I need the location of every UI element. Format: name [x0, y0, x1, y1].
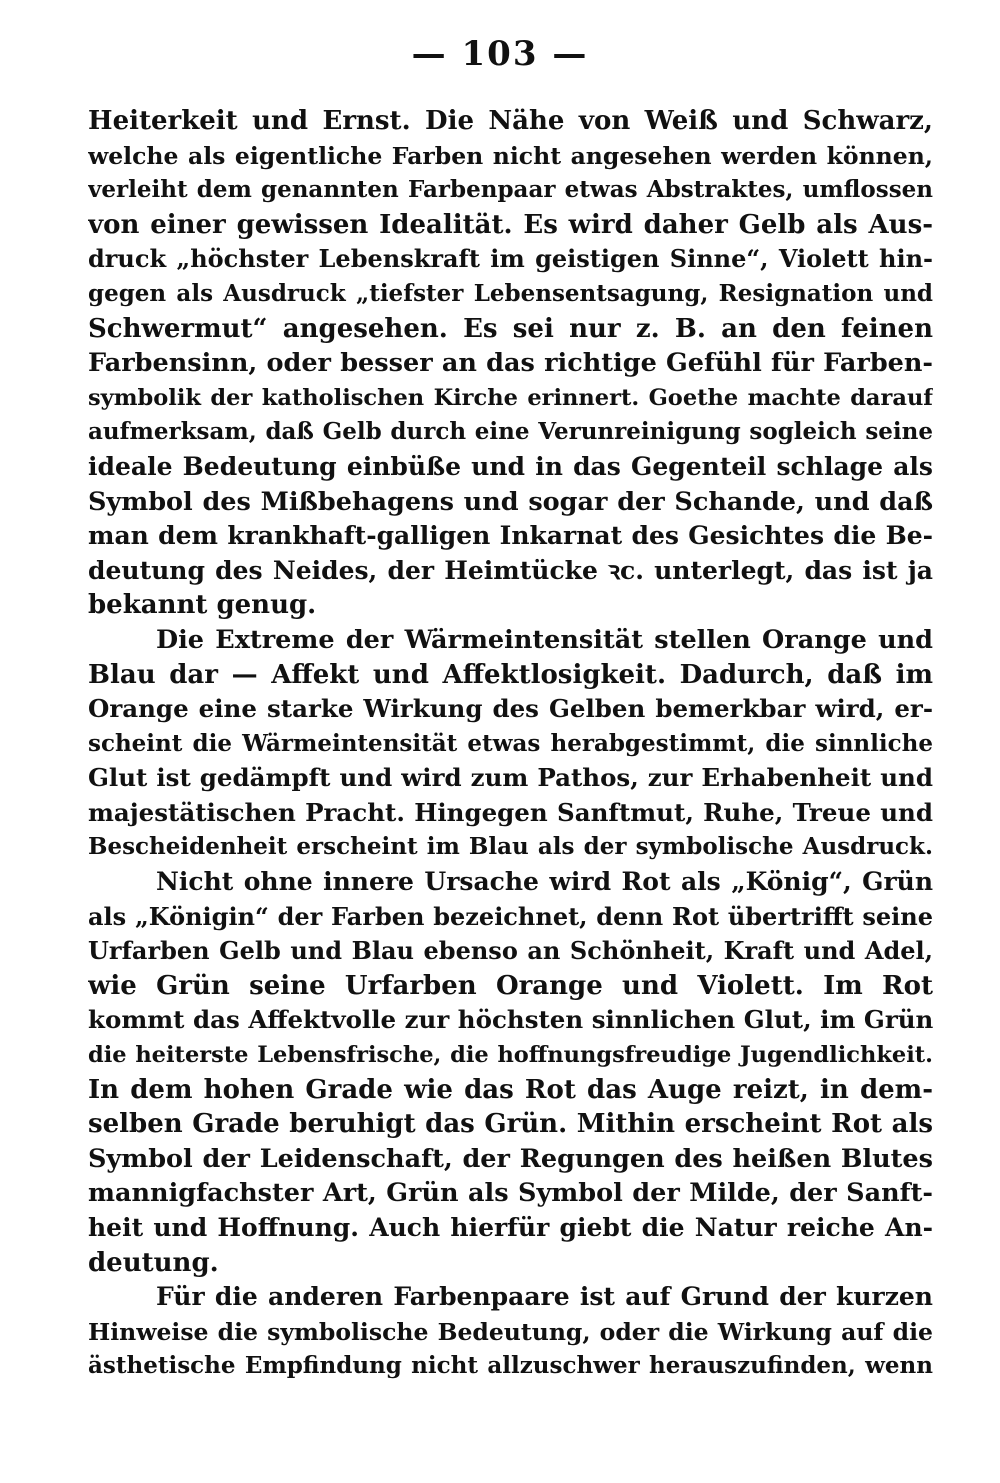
text-line: kommt das Affektvolle zur höchsten sinnlichen Glut, im Grün	[88, 1005, 933, 1035]
text-line: Farbensinn, oder besser an das richtige Gefühl für Farben-	[88, 348, 933, 379]
text-line: Symbol des Mißbehagens und sogar der Schande, und daß	[88, 486, 933, 517]
text-line: die heiterste Lebensfrische, die hoffnungsfreudige Jugendlichkeit.	[88, 1042, 933, 1069]
text-line: gegen als Ausdruck „tiefster Lebensentsagung, Resignation und	[88, 279, 933, 307]
page-number: — 103 —	[411, 34, 589, 74]
text-line: ästhetische Empfindung nicht allzuschwer herauszufinden, wenn	[88, 1352, 933, 1380]
text-line: Blau dar — Affekt und Affektlosigkeit. Dadurch, daß im	[88, 659, 933, 690]
text-line: verleiht dem genannten Farbenpaar etwas Abstraktes, umflossen	[88, 176, 933, 204]
text-line: scheint die Wärmeintensität etwas herabgestimmt, die sinnliche	[88, 729, 933, 757]
text-line: wie Grün seine Urfarben Orange und Violett. Im Rot	[88, 970, 933, 1001]
text-line: druck „höchster Lebenskraft im geistigen Sinne“, Violett hin-	[88, 244, 933, 274]
body-text	[88, 104, 933, 1384]
text-line: Glut ist gedämpft und wird zum Pathos, zur Erhabenheit und	[88, 763, 933, 793]
text-line: deutung des Neides, der Heimtücke ꝛc. unterlegt, das ist ja	[88, 555, 933, 585]
text-line: welche als eigentliche Farben nicht angesehen werden können,	[88, 141, 933, 170]
text-line: In dem hohen Grade wie das Rot das Auge reizt, in dem-	[88, 1074, 933, 1105]
text-line: bekannt genug.	[88, 590, 317, 621]
text-line: Orange eine starke Wirkung des Gelben bemerkbar wird, er-	[88, 694, 933, 724]
text-line: Urfarben Gelb und Blau ebenso an Schönheit, Kraft und Adel,	[88, 936, 933, 966]
text-line: selben Grade beruhigt das Grün. Mithin erscheint Rot als	[88, 1109, 933, 1140]
text-line: Symbol der Leidenschaft, der Regungen des heißen Blutes	[88, 1143, 933, 1174]
text-line: man dem krankhaft-galligen Inkarnat des Gesichtes die Be-	[88, 521, 933, 551]
text-line: Die Extreme der Wärmeintensität stellen Orange und	[156, 624, 933, 655]
text-line: heit und Hoffnung. Auch hierfür giebt die Natur reiche An-	[88, 1213, 933, 1242]
text-line: deutung.	[88, 1247, 219, 1278]
text-line: ideale Bedeutung einbüße und in das Gegenteil schlage als	[88, 451, 933, 481]
text-line: Heiterkeit und Ernst. Die Nähe von Weiß und Schwarz,	[88, 106, 933, 136]
text-line: Bescheidenheit erscheint im Blau als der symbolische Ausdruck.	[88, 833, 933, 861]
text-line: mannigfachster Art, Grün als Symbol der Milde, der Sanft-	[88, 1178, 933, 1209]
text-line: aufmerksam, daß Gelb durch eine Verunreinigung sogleich seine	[88, 418, 933, 446]
text-line: symbolik der katholischen Kirche erinnert. Goethe machte darauf	[88, 384, 933, 411]
text-line: von einer gewissen Idealität. Es wird daher Gelb als Aus-	[88, 209, 933, 240]
text-line: Schwermut“ angesehen. Es sei nur z. B. an den feinen	[88, 313, 933, 344]
text-line: Hinweise die symbolische Bedeutung, oder die Wirkung auf die	[88, 1317, 933, 1346]
text-line: Nicht ohne innere Ursache wird Rot als „König“, Grün	[156, 867, 933, 897]
text-line: Für die anderen Farbenpaare ist auf Grund der kurzen	[156, 1282, 933, 1312]
text-line: majestätischen Pracht. Hingegen Sanftmut, Ruhe, Treue und	[88, 797, 933, 827]
text-line: als „Königin“ der Farben bezeichnet, denn Rot übertrifft seine	[88, 901, 933, 931]
